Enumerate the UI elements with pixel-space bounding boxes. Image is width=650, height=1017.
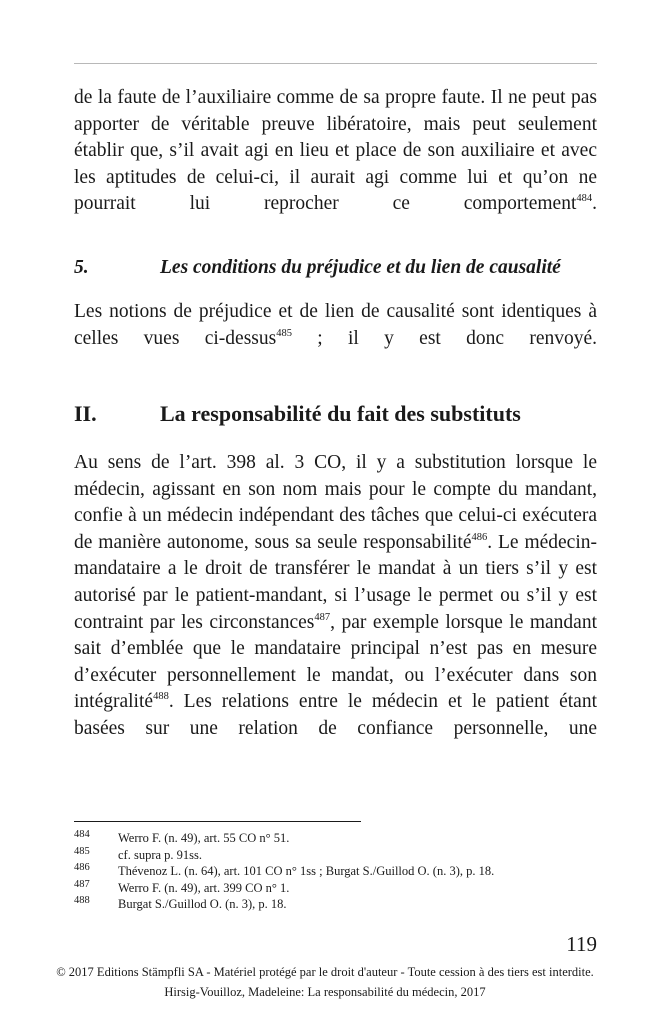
footnote-ref-485[interactable]: 485: [276, 327, 292, 339]
page-number: 119: [566, 932, 597, 956]
copyright-line: © 2017 Editions Stämpfli SA - Matériel protégé par le droit d'auteur - Toute cession à des tiers est interdite.: [56, 965, 594, 979]
footnote-text: Burgat S./Guillod O. (n. 3), p. 18.: [118, 897, 287, 912]
footnote-text: cf. supra p. 91ss.: [118, 847, 203, 862]
footnote-ref-484[interactable]: 484: [576, 193, 593, 205]
paragraph-text: .: [592, 193, 597, 215]
paragraph-continuation: [74, 85, 597, 245]
source-line: Hirsig-Vouilloz, Madeleine: La responsabilité du médecin, 2017: [164, 984, 486, 999]
chapter-title: La responsabilité du fait des substituts: [160, 401, 521, 426]
paragraph-text: . Le médecin-mandataire a le droit de transférer le mandat à un tiers s’il y est autorisé par le patient-mandant, si l’usage le permet ou s’il y est contraint par les circonstances: [74, 531, 597, 633]
paragraph-text: Au sens de l’art. 398 al. 3 CO, il y a substitution lorsque le médecin, agissant en son nom mais pour le compte du mandant, confie à un médecin indépendant des tâches que celui-ci exécutera de manière autonome, sous sa seule responsabilité: [74, 452, 597, 553]
footnote-item: [74, 863, 597, 880]
footnote-item: [74, 880, 597, 897]
section-title: Les conditions du préjudice et du lien de causalité: [160, 257, 561, 278]
footnote-item: [74, 847, 597, 864]
paragraph-causality: [74, 299, 597, 379]
footnote-list: [74, 830, 597, 913]
footnote-item: [74, 830, 597, 847]
footnote-ref-487[interactable]: 487: [314, 611, 331, 623]
paragraph-text: de la faute de l’auxiliaire comme de sa propre faute. Il ne peut pas apporter de véritable preuve libératoire, mais peut seulement établir que, s’il avait agi en lieu et place de son auxiliaire et avec les aptitudes de celui-ci, il aurait agi comme lui et qu’on ne pourrait lui reprocher ce comportement: [74, 87, 597, 215]
footnote-ref-486[interactable]: 486: [471, 531, 488, 543]
paragraph-substitution: [74, 450, 597, 769]
paragraph-text: Les notions de préjudice et de lien de causalité sont identiques à celles vues ci-dessus: [74, 301, 597, 349]
paragraph-text: , par exemple lorsque le mandant sait d’emblée que le mandataire principal n’est pas en mesure d’exécuter personnellement le mandat, ou l’exécuter dans son intégralité: [74, 611, 597, 713]
footnote-divider: [74, 821, 361, 822]
paragraph-text: ; il y est donc renvoyé.: [291, 327, 597, 349]
chapter-heading-2: [74, 399, 597, 429]
copyright-notice: [0, 963, 650, 1002]
footnote-number: 485: [74, 845, 90, 857]
section-number: 5.: [74, 257, 89, 278]
footnote-text: Thévenoz L. (n. 64), art. 101 CO n° 1ss ; Burgat S./Guillod O. (n. 3), p. 18.: [118, 864, 495, 879]
paragraph-text: . Les relations entre le médecin et le patient étant basées sur une relation de confiance personnelle, une: [74, 691, 597, 739]
section-heading-5: [74, 254, 597, 282]
footnote-item: [74, 896, 597, 913]
footnote-text: Werro F. (n. 49), art. 55 CO n° 51.: [118, 831, 290, 845]
footnote-ref-488[interactable]: 488: [153, 691, 169, 703]
top-divider: [74, 63, 597, 64]
footnote-number: 486: [74, 862, 90, 874]
chapter-number: II.: [74, 401, 97, 426]
footnote-number: 484: [74, 829, 90, 840]
footnote-number: 487: [74, 878, 90, 890]
footnote-text: Werro F. (n. 49), art. 399 CO n° 1.: [118, 880, 290, 895]
footnote-number: 488: [74, 895, 90, 907]
